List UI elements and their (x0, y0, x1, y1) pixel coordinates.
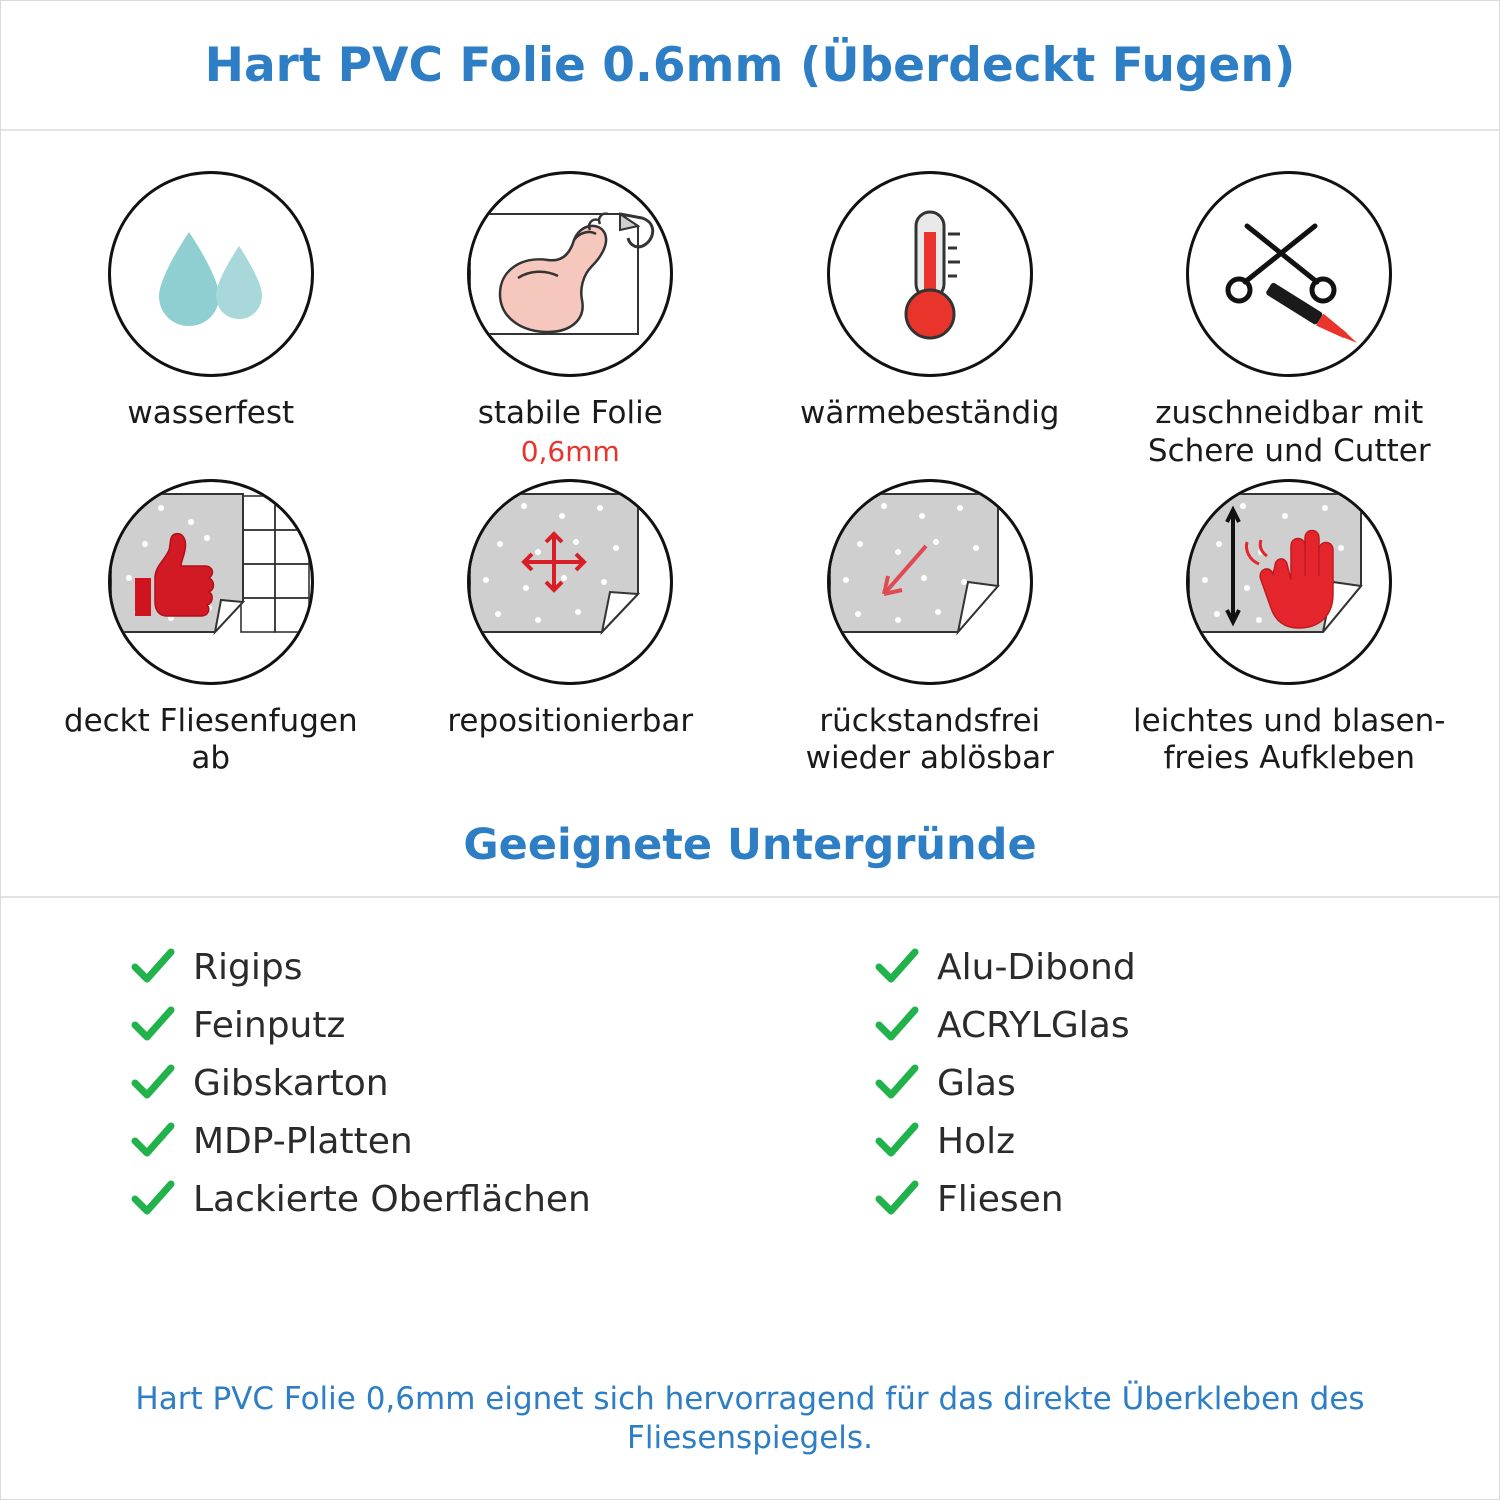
feature-label: deckt Fliesenfugen ab (63, 702, 358, 777)
feature-item (391, 171, 751, 471)
peel-off-arrow-icon (830, 482, 1030, 682)
feature-item (750, 479, 1110, 779)
feature-item (750, 171, 1110, 471)
feature-icon-circle (467, 479, 673, 685)
flexing-arm-foil-icon (470, 174, 670, 374)
feature-item (31, 171, 391, 471)
feature-caption (46, 703, 376, 779)
feature-item (1110, 171, 1470, 471)
feature-item (31, 479, 391, 779)
feature-caption (447, 703, 693, 741)
thumbs-up-tile-grout-icon (111, 482, 311, 682)
check-icon (875, 1005, 919, 1045)
list-item (131, 1054, 755, 1112)
feature-caption (800, 395, 1060, 433)
list-item (875, 1112, 1499, 1170)
substrate-label: Fliesen (937, 1178, 1064, 1220)
feature-icon-circle (1186, 479, 1392, 685)
feature-caption (1124, 395, 1454, 471)
substrate-label: ACRYLGlas (937, 1004, 1130, 1046)
feature-icon-circle (827, 171, 1033, 377)
check-icon (875, 1179, 919, 1219)
feature-label: wasserfest (127, 395, 295, 431)
feature-icon-circle (108, 479, 314, 685)
feature-grid (1, 131, 1499, 778)
list-item (875, 938, 1499, 996)
feature-caption (1124, 703, 1454, 779)
feature-item (1110, 479, 1470, 779)
check-icon (131, 1121, 175, 1161)
feature-icon-circle (108, 171, 314, 377)
list-item (131, 1170, 755, 1228)
list-item (875, 1170, 1499, 1228)
list-item (131, 1112, 755, 1170)
substrate-label: Glas (937, 1062, 1016, 1104)
substrate-label: MDP-Platten (193, 1120, 413, 1162)
substrate-column-right (755, 938, 1499, 1228)
list-item (131, 938, 755, 996)
check-icon (131, 1063, 175, 1103)
list-item (131, 996, 755, 1054)
list-item (875, 996, 1499, 1054)
feature-item (391, 479, 751, 779)
substrate-label: Feinputz (193, 1004, 346, 1046)
feature-caption (127, 395, 294, 433)
feature-label: leichtes und blasen-freies Aufkleben (1133, 702, 1446, 777)
substrate-column-left (1, 938, 755, 1228)
feature-icon-circle (1186, 171, 1392, 377)
check-icon (875, 947, 919, 987)
substrate-label: Alu-Dibond (937, 946, 1136, 988)
water-drops-icon (111, 174, 311, 374)
substrate-label: Holz (937, 1120, 1015, 1162)
check-icon (875, 1121, 919, 1161)
page-title: Hart PVC Folie 0.6mm (Überdeckt Fugen) (204, 37, 1296, 93)
feature-icon-circle (467, 171, 673, 377)
hand-smoothing-icon (1189, 482, 1389, 682)
feature-icon-circle (827, 479, 1033, 685)
footer-note: Hart PVC Folie 0,6mm eignet sich hervorragend für das direkte Überkleben des Fliesenspiegels. (135, 1380, 1365, 1457)
four-way-arrow-icon (470, 482, 670, 682)
feature-caption (478, 395, 663, 469)
substrate-label: Gibskarton (193, 1062, 389, 1104)
list-item (875, 1054, 1499, 1112)
feature-label: repositionierbar (447, 702, 694, 739)
feature-label: wärmebeständig (800, 395, 1060, 431)
feature-label: stabile Folie (477, 395, 663, 431)
check-icon (875, 1063, 919, 1103)
feature-sublabel: 0,6mm (520, 434, 620, 468)
feature-caption (765, 703, 1095, 779)
check-icon (131, 1179, 175, 1219)
substrate-lists (1, 898, 1499, 1228)
feature-label: zuschneidbar mit Schere und Cutter (1147, 395, 1431, 469)
thermometer-icon (830, 174, 1030, 374)
check-icon (131, 1005, 175, 1045)
scissors-cutter-icon (1189, 174, 1389, 374)
section-title: Geeignete Untergründe (463, 820, 1037, 871)
check-icon (131, 947, 175, 987)
feature-label: rückstandsfrei wieder ablösbar (805, 702, 1054, 777)
substrate-label: Rigips (193, 946, 303, 988)
header (1, 1, 1499, 131)
substrate-label: Lackierte Oberflächen (193, 1178, 591, 1220)
